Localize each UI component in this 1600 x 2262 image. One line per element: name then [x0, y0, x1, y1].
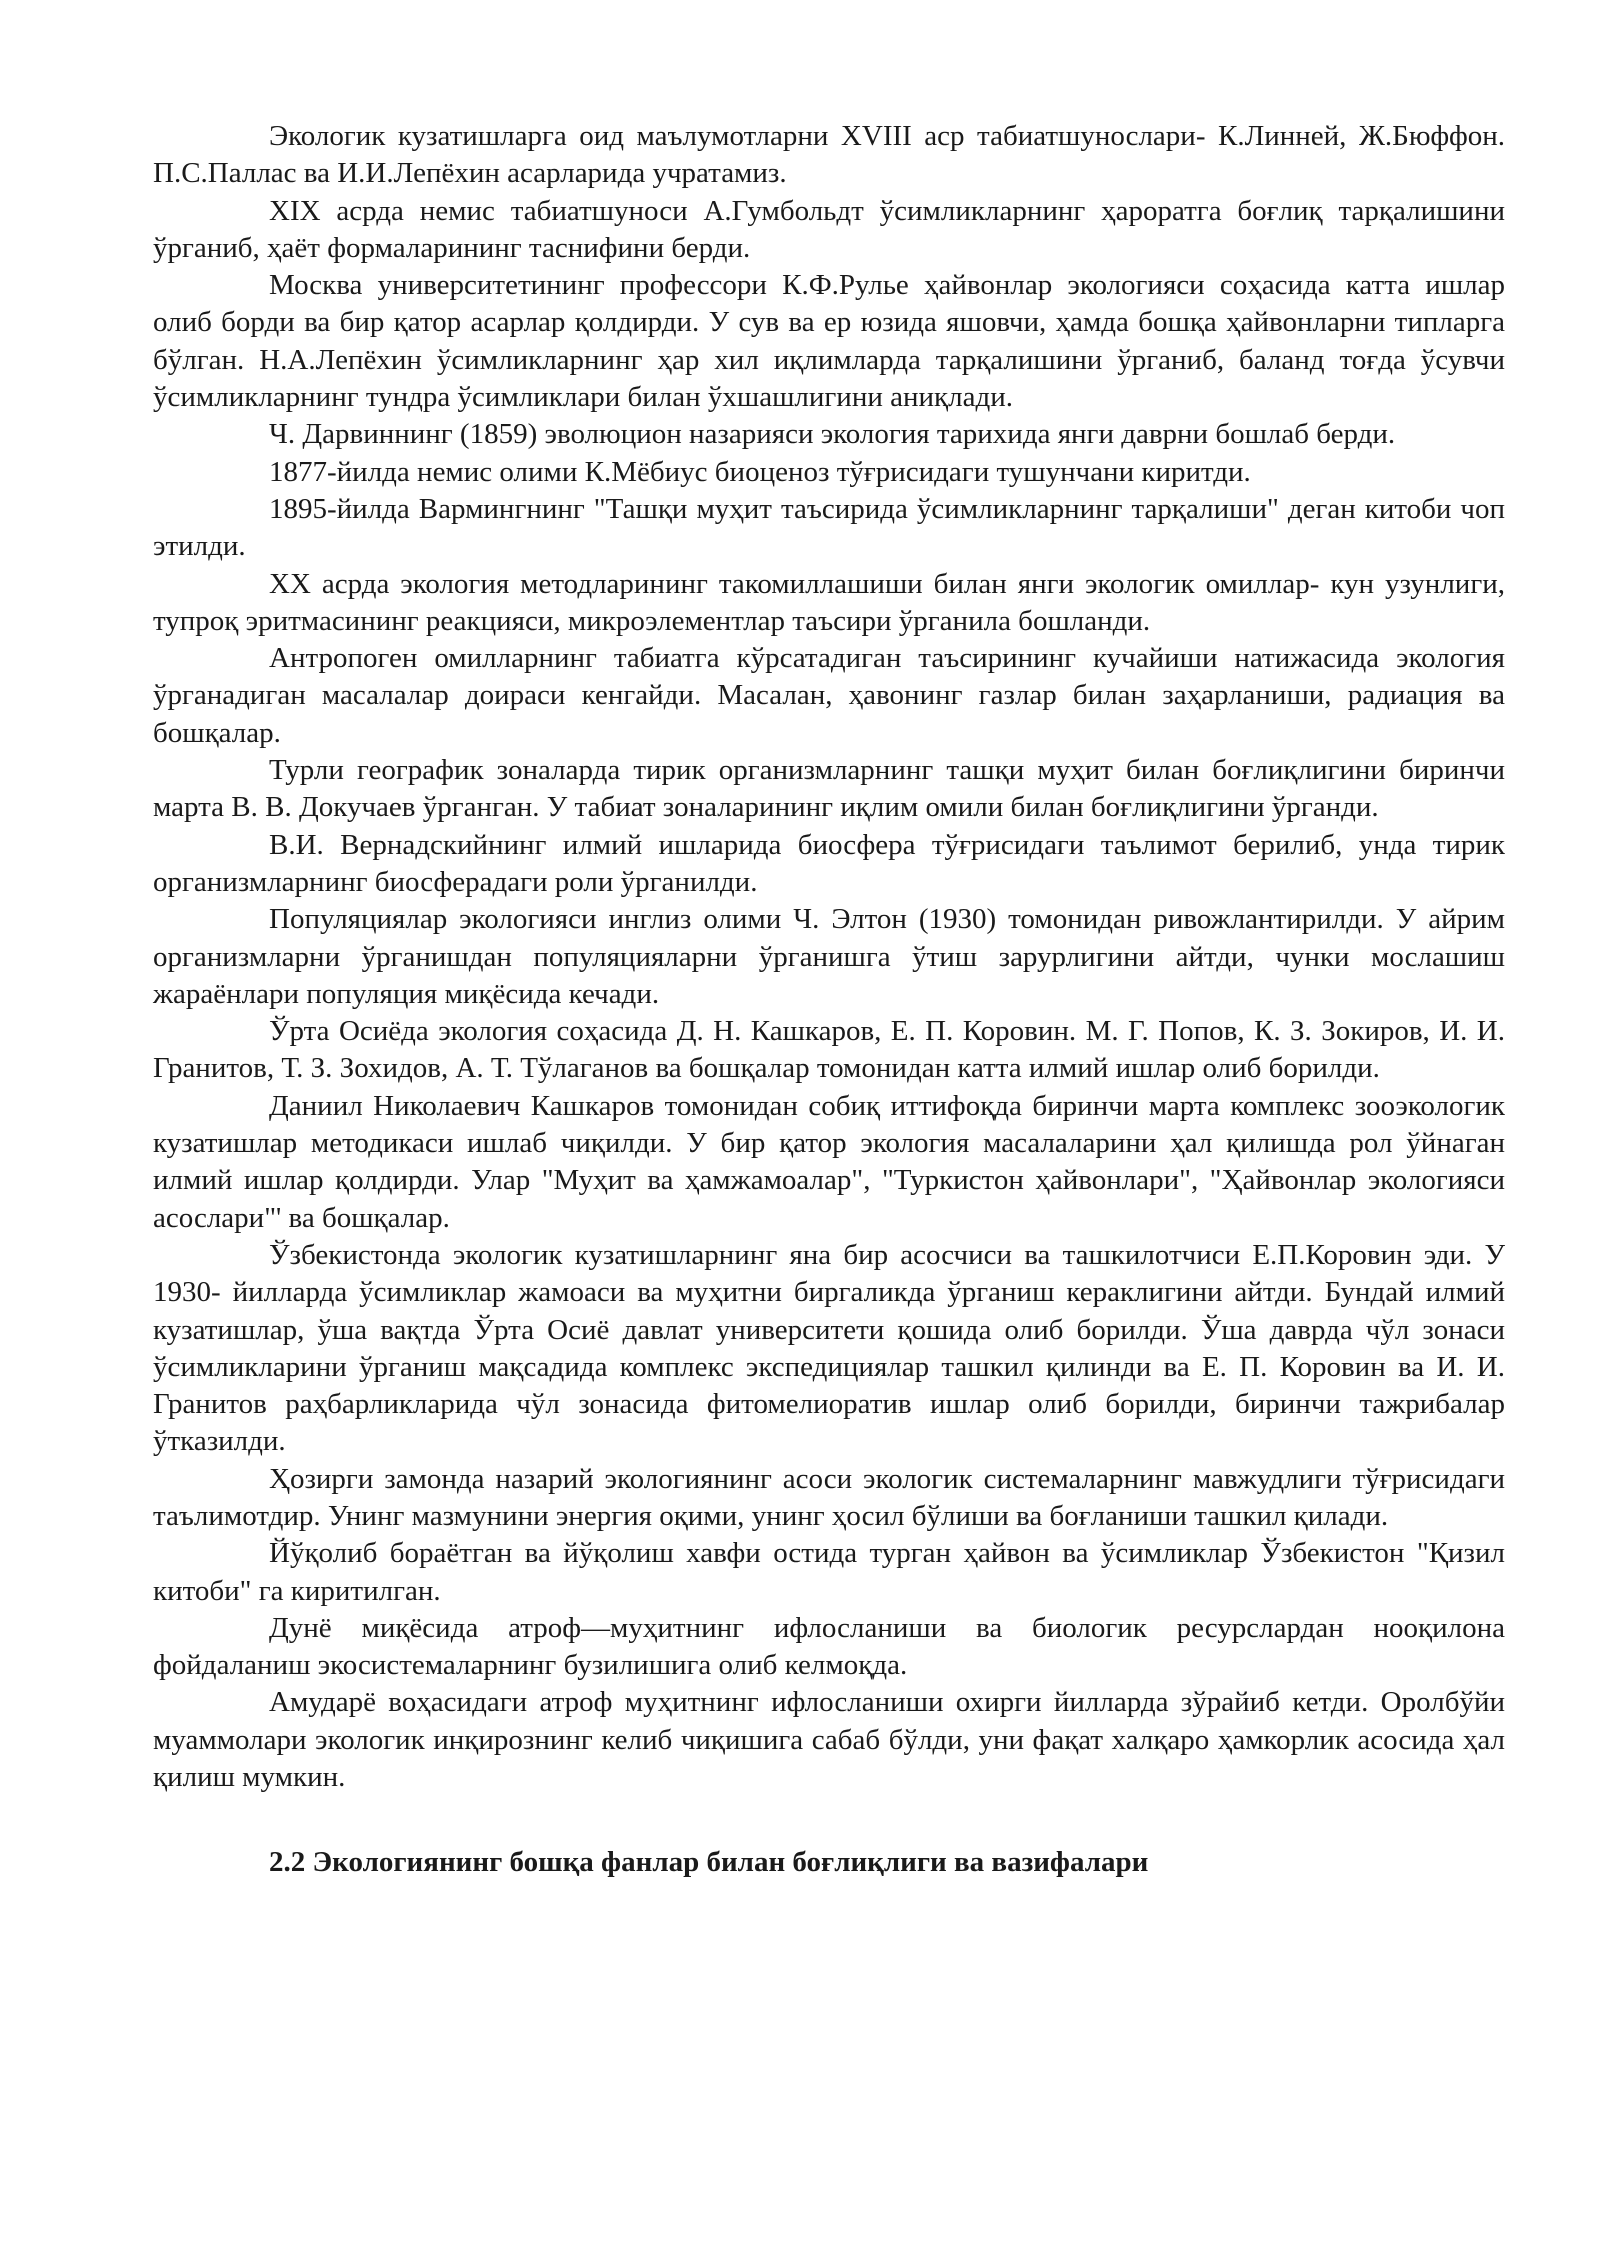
paragraph-dokuchaev: Турли географик зоналарда тирик организмларнинг ташқи муҳит билан боғлиқлигини биринчи марта В. В. Докучаев ўрганган. У табиат зоналарининг иқлим омили билан боғлиқлигини ўрганди.	[153, 754, 1505, 824]
paragraph-darwin: Ч. Дарвиннинг (1859) эволюцион назарияси экология тарихида янги даврни бошлаб берди.	[269, 418, 1396, 451]
paragraph-mobius: 1877-йилда немис олими К.Мёбиус биоценоз тўғрисидаги тушунчани киритди.	[269, 455, 1251, 488]
paragraph-rulye: Москва университетининг профессори К.Ф.Рулье ҳайвонлар экологияси соҳасида катта ишлар олиб борди ва бир қатор асарлар қолдирди. У сув ва ер юзида яшовчи, ҳамда бошқа ҳайвонларни типларга бўлган. Н.А.Лепёхин ўсимликларнинг ҳар хил иқлимларда тарқалишини ўрганиб, баланд тоғда ўсувчи ўсимликларнинг тундра ўсимликлари билан ўхшашлигини аниқлади.	[153, 269, 1505, 414]
document-page	[153, 118, 1505, 1882]
paragraph-warming: 1895-йилда Вармингнинг "Ташқи муҳит таъсирида ўсимликларнинг тарқалиши" деган китоби чоп этилди.	[153, 492, 1505, 563]
paragraph-korovin: Ўзбекистонда экологик кузатишларнинг яна бир асосчиси ва ташкилотчиси Е.П.Коровин эди. У 1930- йилларда ўсимликлар жамоаси ва муҳитни биргаликда ўрганиш кераклигини айтди. Бундай илмий кузатишлар, ўша вақтда Ўрта Осиё давлат университети қошида олиб борилди. Ўша даврда чўл зонаси ўсимликларини ўрганиш мақсадида комплекс экспедициялар ташкил қилинди ва Е. П. Коровин ва И. И. Гранитов раҳбарликларида чўл зонасида фитомелиоратив ишлар олиб борилди, биринчи тажрибалар ўтказилди.	[153, 1238, 1505, 1458]
paragraph-vernadsky: В.И. Вернадскийнинг илмий ишларида биосфера тўғрисидаги таълимот берилиб, унда тирик организмларнинг биосферадаги роли ўрганилди.	[153, 828, 1505, 898]
paragraph-anthropogenic: Антропоген омилларнинг табиатга кўрсатадиган таъсирининг кучайиши натижасида экология ўрганадиган масалалар доираси кенгайди. Масалан, ҳавонинг газлар билан заҳарланиши, радиация ва бошқалар.	[153, 642, 1505, 749]
paragraph-20th-century: XX асрда экология методларининг такомиллашиши билан янги экологик омиллар- кун узунлиги, тупроқ эритмасининг реакцияси, микроэлементлар таъсири ўрганила бошланди.	[153, 567, 1505, 637]
paragraph-pollution: Дунё миқёсида атроф—муҳитнинг ифлосланиши ва биологик ресурслардан ноoқилона фойдаланиш экосистемаларнинг бузилишига олиб келмоқда.	[153, 1611, 1505, 1682]
paragraph-kashkarov: Даниил Николаевич Кашкаров томонидан собиқ иттифоқда биринчи марта комплекс зооэкологик кузатишлар методикаси ишлаб чиқилди. У бир қатор экология масалаларини ҳал қилишда рол ўйнаган илмий ишлар қолдирди. Улар "Муҳит ва ҳамжамоалар", "Туркистон ҳайвонлари", "Ҳайвонлар экологияси асослари"' ва бошқалар.	[153, 1089, 1505, 1234]
section-heading: 2.2 Экологиянинг бошқа фанлар билан боғлиқлиги ва вазифалари	[269, 1846, 1149, 1879]
paragraph-central-asia: Ўрта Осиёда экология соҳасида Д. Н. Кашкаров, Е. П. Коровин. М. Г. Попов, К. З. Зокиров, И. И. Гранитов, Т. З. Зохидов, А. Т. Тўлаганов ва бошқалар томонидан катта илмий ишлар олиб борилди.	[153, 1015, 1505, 1085]
paragraph-humboldt: XIX асрда немис табиатшуноси А.Гумбольдт ўсимликларнинг ҳароратга боғлиқ тарқалишини ўрганиб, ҳаёт формаларининг таснифини берди.	[153, 194, 1505, 264]
paragraph-amudarya: Амударё воҳасидаги атроф муҳитнинг ифлосланиши охирги йилларда зўрайиб кетди. Оролбўйи муаммолари экологик инқирознинг келиб чиқишига сабаб бўлди, уни фақат халқаро ҳамкорлик асосида ҳал қилиш мумкин.	[153, 1686, 1505, 1794]
paragraph-modern-theory: Ҳозирги замонда назарий экологиянинг асоси экологик системаларнинг мавжудлиги тўғрисидаги таълимотдир. Унинг мазмунини энергия оқими, унинг ҳосил бўлиши ва боғланиши ташкил қилади.	[153, 1462, 1505, 1532]
paragraph-18th-century: Экологик кузатишларга оид маълумотларни XVIII аср табиатшунослари- К.Линней, Ж.Бюффон. П.С.Паллас ва И.И.Лепёхин асарларида учратамиз.	[153, 120, 1505, 190]
paragraph-elton: Популяциялар экологияси инглиз олими Ч. Элтон (1930) томонидан ривожлантирилди. У айрим организмларни ўрганишдан популяцияларни ўрганишга ўтиш зарурлигини айтди, чунки мослашиш жараёнлари популяция миқёсида кечади.	[153, 903, 1505, 1010]
paragraph-red-book: Йўқолиб бораётган ва йўқолиш хавфи остида турган ҳайвон ва ўсимликлар Ўзбекистон "Қизил китоби" га киритилган.	[153, 1537, 1505, 1607]
